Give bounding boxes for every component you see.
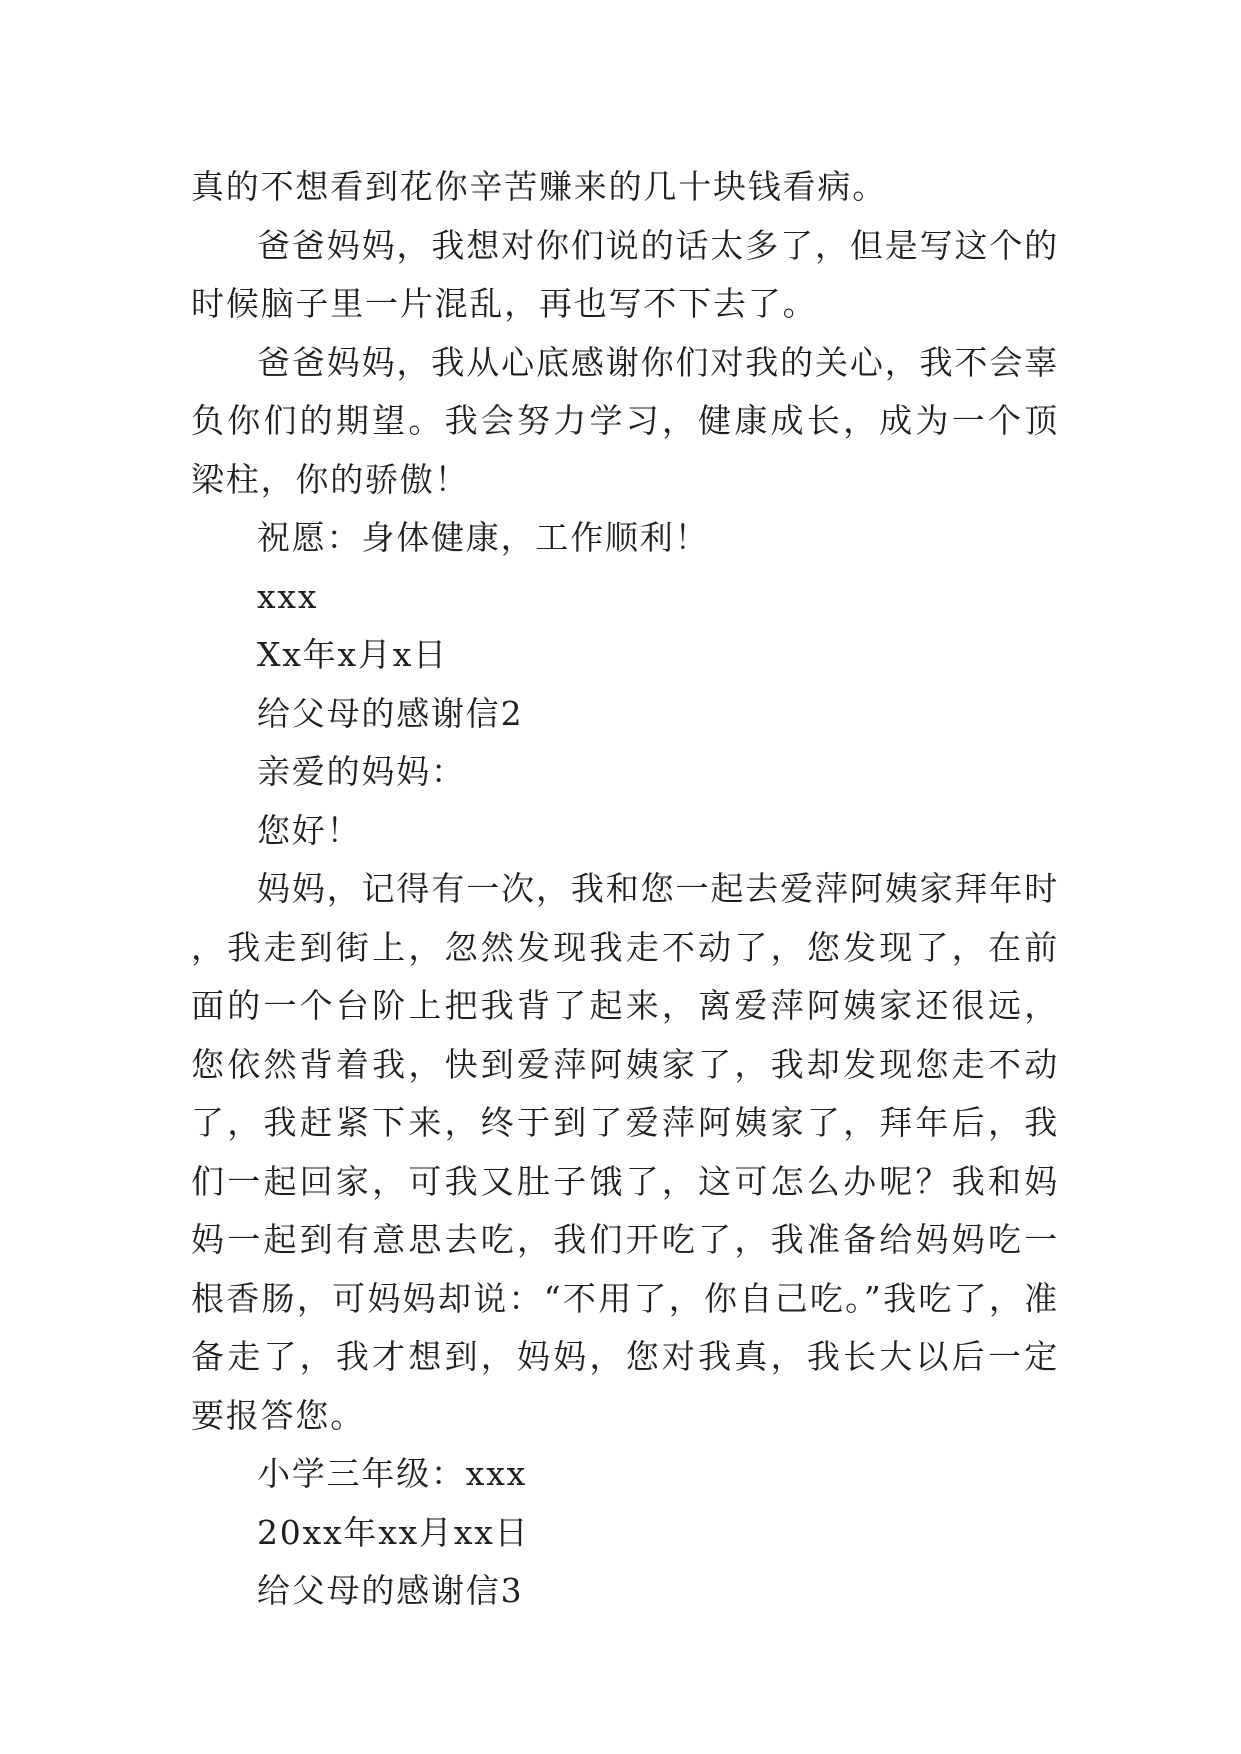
signature-name: xxx xyxy=(257,576,319,616)
letter-body xyxy=(191,158,1059,1621)
greeting: 您好！ xyxy=(257,810,362,850)
paragraph-thoughts: 爸爸妈妈，我想对你们说的话太多了，但是写这个的时候脑子里一片混乱，再也写不下去了。 xyxy=(191,225,1059,323)
signature-date: Xx年x月x日 xyxy=(257,635,448,674)
paragraph-story: 妈妈，记得有一次，我和您一起去爱萍阿姨家拜年时，我走到街上，忽然发现我走不动了，您发现了，在前面的一个台阶上把我背了起来，离爱萍阿姨家还很远，您依然背着我，快到爱萍阿姨家了，我却发现您走不动了，我赶紧下来，终于到了爱萍阿姨家了，拜年后，我们一起回家，可我又肚子饿了，这可怎么办呢？我和妈妈一起到有意思去吃，我们开吃了，我准备给妈妈吃一根香肠，可妈妈却说：“不用了，你自己吃。”我吃了，准备走了，我才想到，妈妈，您对我真，我长大以后一定要报答您。 xyxy=(191,869,1059,1435)
closing-wish: 祝愿：身体健康，工作顺利！ xyxy=(257,518,710,557)
signature-date-2: 20xx年xx月xx日 xyxy=(257,1512,530,1552)
letter-heading-3: 给父母的感谢信3 xyxy=(257,1571,524,1610)
paragraph-gratitude: 爸爸妈妈，我从心底感谢你们对我的关心，我不会辜负你们的期望。我会努力学习，健康成长，成为一个顶梁柱，你的骄傲！ xyxy=(191,342,1059,499)
salutation: 亲爱的妈妈： xyxy=(257,752,466,791)
signature-grade: 小学三年级：xxx xyxy=(257,1454,528,1493)
paragraph-continuation: 真的不想看到花你辛苦赚来的几十块钱看病。 xyxy=(191,167,887,206)
letter-heading-2: 给父母的感谢信2 xyxy=(257,693,524,733)
